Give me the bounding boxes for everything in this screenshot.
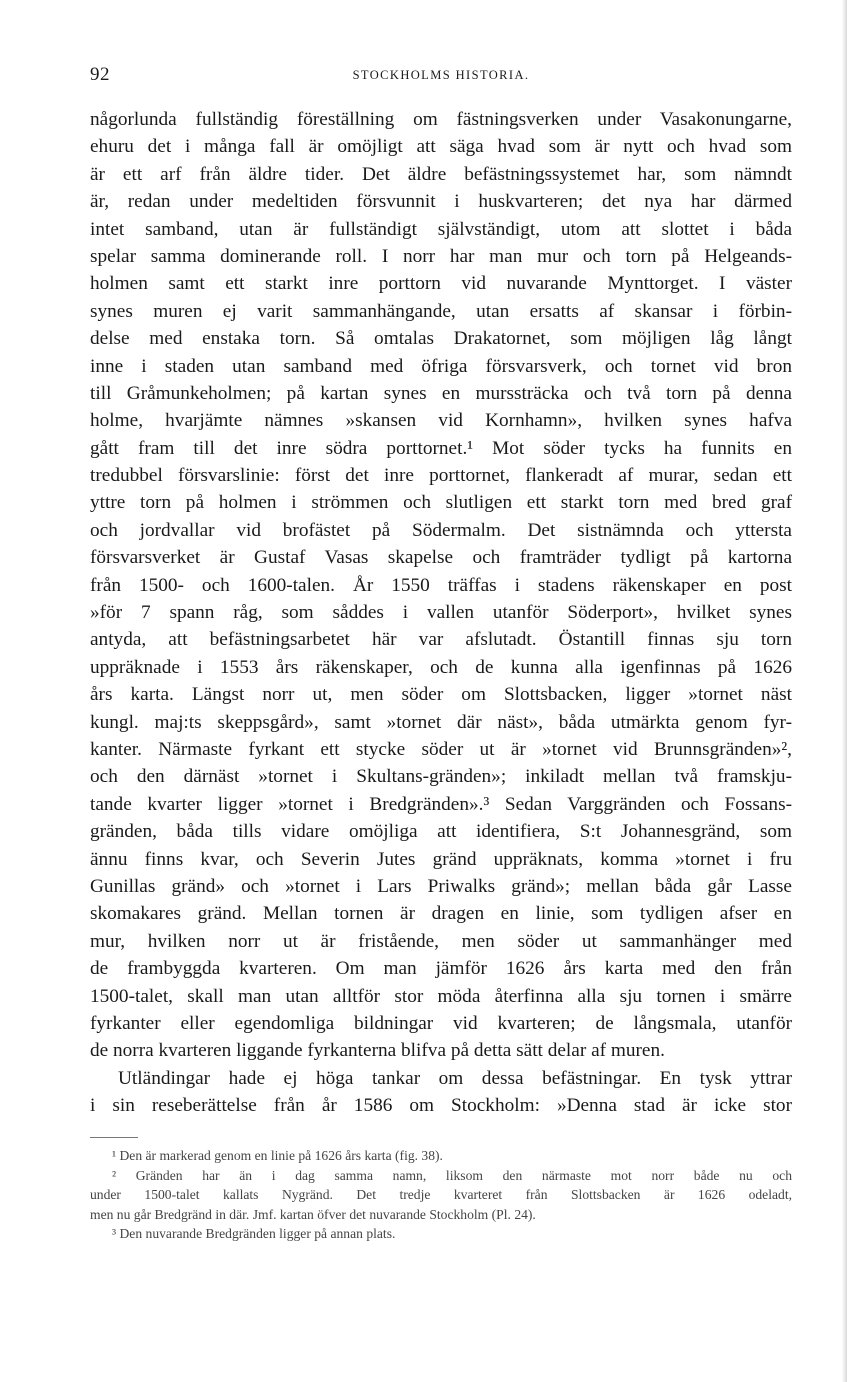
text-line: intet samband, utan är fullständigt självständigt, utom att slottet i båda: [90, 218, 792, 240]
text-line: och jordvallar vid brofästet på Södermalm. Det sistnämnda och yttersta: [90, 519, 792, 541]
text-line: antyda, att befästningsarbetet här var afslutadt. Östantill finnas sju torn: [90, 629, 792, 651]
text-line: försvarsverket är Gustaf Vasas skapelse och framträder tydligt på kartorna: [90, 547, 792, 569]
footnote-line: ² Gränden har än i dag samma namn, liksom den närmaste mot norr både nu och: [112, 1167, 792, 1183]
text-line: yttre torn på holmen i strömmen och slutligen ett starkt torn med bred graf: [90, 492, 792, 514]
text-line: tredubbel försvarslinie: först det inre porttornet, flankeradt af murar, sedan ett: [90, 465, 792, 487]
text-line: Utländingar hade ej höga tankar om dessa befästningar. En tysk yttrar: [118, 1067, 792, 1089]
running-head: STOCKHOLMS HISTORIA.: [352, 68, 530, 82]
text-line: kanter. Närmaste fyrkant ett stycke söder ut är »tornet vid Brunnsgränden»²,: [90, 738, 792, 760]
text-line: till Gråmunkeholmen; på kartan synes en murssträcka och två torn på denna: [90, 382, 792, 404]
text-line: holme, hvarjämte nämnes »skansen vid Kornhamn», hvilken synes hafva: [90, 410, 792, 432]
footnote-line: ³ Den nuvarande Bredgränden ligger på annan plats.: [112, 1226, 396, 1242]
body-text: [90, 106, 792, 1119]
footnote-line: ¹ Den är markerad genom en linie på 1626 års karta (fig. 38).: [112, 1148, 443, 1163]
footnotes: [90, 1146, 792, 1244]
text-line: fyrkanter eller egendomliga bildningar vid kvarteren; de långsmala, utanför: [90, 1012, 792, 1034]
text-line: Gunillas gränd» och »tornet i Lars Priwalks gränd»; mellan båda går Lasse: [90, 875, 792, 897]
text-line: tande kvarter ligger »tornet i Bredgränden».³ Sedan Varggränden och Fossans-: [90, 793, 792, 815]
page-header: [90, 64, 792, 90]
text-line: mur, hvilken norr ut är fristående, men söder ut sammanhänger med: [90, 930, 792, 952]
text-line: de frambyggda kvarteren. Om man jämför 1626 års karta med den från: [90, 958, 792, 980]
text-line: kungl. maj:ts skeppsgård», samt »tornet där näst», båda utmärkta genom fyr-: [90, 711, 792, 733]
text-line: skomakares gränd. Mellan tornen är dragen en linie, som tydligen afser en: [90, 903, 792, 925]
page-edge-shadow: [842, 0, 847, 1382]
text-line: är ett arf från äldre tider. Det äldre befästningssystemet har, som nämndt: [90, 163, 792, 185]
footnote-line: under 1500-talet kallats Nygränd. Det tredje kvarteret från Slottsbacken är 1626 odeladt,: [90, 1187, 792, 1203]
text-line: holmen samt ett starkt inre porttorn vid nuvarande Mynttorget. I väster: [90, 273, 792, 295]
text-line: och den därnäst »tornet i Skultans-gränden»; inkiladt mellan två framskju-: [90, 766, 792, 788]
text-line: års karta. Längst norr ut, men söder om Slottsbacken, ligger »tornet näst: [90, 684, 792, 706]
text-line: är, redan under medeltiden försvunnit i huskvarteren; det nya har därmed: [90, 191, 792, 213]
text-line: uppräknade i 1553 års räkenskaper, och de kunna alla igenfinnas på 1626: [90, 656, 792, 678]
text-line: de norra kvarteren liggande fyrkanterna blifva på detta sätt delar af muren.: [90, 1040, 665, 1062]
text-line: gått fram till det inre södra porttornet.¹ Mot söder tycks ha funnits en: [90, 437, 792, 459]
text-line: gränden, båda tills vidare omöjliga att identifiera, S:t Johannesgränd, som: [90, 821, 792, 843]
text-line: 1500-talet, skall man utan alltför stor möda återfinna alla sju tornen i smärre: [90, 985, 792, 1007]
text-line: »för 7 spann råg, som såddes i vallen utanför Söderport», hvilket synes: [90, 602, 792, 624]
page-number: 92: [90, 64, 110, 85]
text-line: delse med enstaka torn. Så omtalas Drakatornet, som möjligen låg långt: [90, 328, 792, 350]
text-line: spelar samma dominerande roll. I norr har man mur och torn på Helgeands-: [90, 245, 792, 267]
text-line: inne i staden utan samband med öfriga försvarsverk, och tornet vid bron: [90, 355, 792, 377]
text-line: synes muren ej varit sammanhängande, utan ersatts af skansar i förbin-: [90, 300, 792, 322]
text-line: i sin reseberättelse från år 1586 om Stockholm: »Denna stad är icke stor: [90, 1095, 792, 1117]
footnote-divider: [90, 1137, 138, 1138]
text-line: ännu finns kvar, och Severin Jutes gränd uppräknats, komma »tornet i fru: [90, 848, 792, 870]
footnote-line: men nu går Bredgränd in där. Jmf. kartan öfver det nuvarande Stockholm (Pl. 24).: [90, 1206, 536, 1222]
text-line: ehuru det i många fall är omöjligt att säga hvad som är nytt och hvad som: [90, 136, 792, 158]
text-line: någorlunda fullständig föreställning om fästningsverken under Vasakonungarne,: [90, 109, 792, 130]
text-line: från 1500- och 1600-talen. År 1550 träffas i stadens räkenskaper en post: [90, 574, 792, 596]
